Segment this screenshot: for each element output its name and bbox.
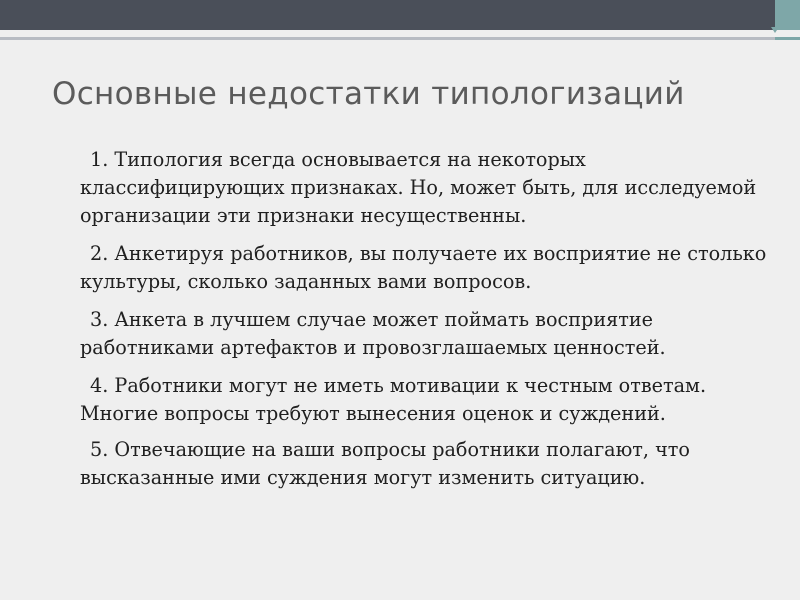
list-item: 1. Типология всегда основывается на некоторых классифицирующих признаках. Но, может быть, для исследуемой организации эти признаки несущественны. (80, 148, 757, 227)
list-item: 2. Анкетируя работников, вы получаете их восприятие не столько культуры, сколько заданных вами вопросов. (80, 242, 767, 293)
header-accent-block (775, 0, 800, 30)
header-divider (0, 37, 775, 40)
header-divider-accent (775, 37, 800, 40)
list-item: 4. Работники могут не иметь мотивации к честным ответам. Многие вопросы требуют вынесения оценок и суждений. (80, 374, 707, 425)
list-item: 3. Анкета в лучшем случае может поймать восприятие работниками артефактов и провозглашаемых ценностей. (80, 308, 666, 359)
header-bar (0, 0, 775, 30)
slide-body (80, 146, 780, 502)
slide-title: Основные недостатки типологизаций (52, 76, 685, 112)
triangle-marker-icon (771, 27, 779, 33)
list-item: 5. Отвечающие на ваши вопросы работники полагают, что высказанные ими суждения могут изменить ситуацию. (80, 438, 690, 489)
